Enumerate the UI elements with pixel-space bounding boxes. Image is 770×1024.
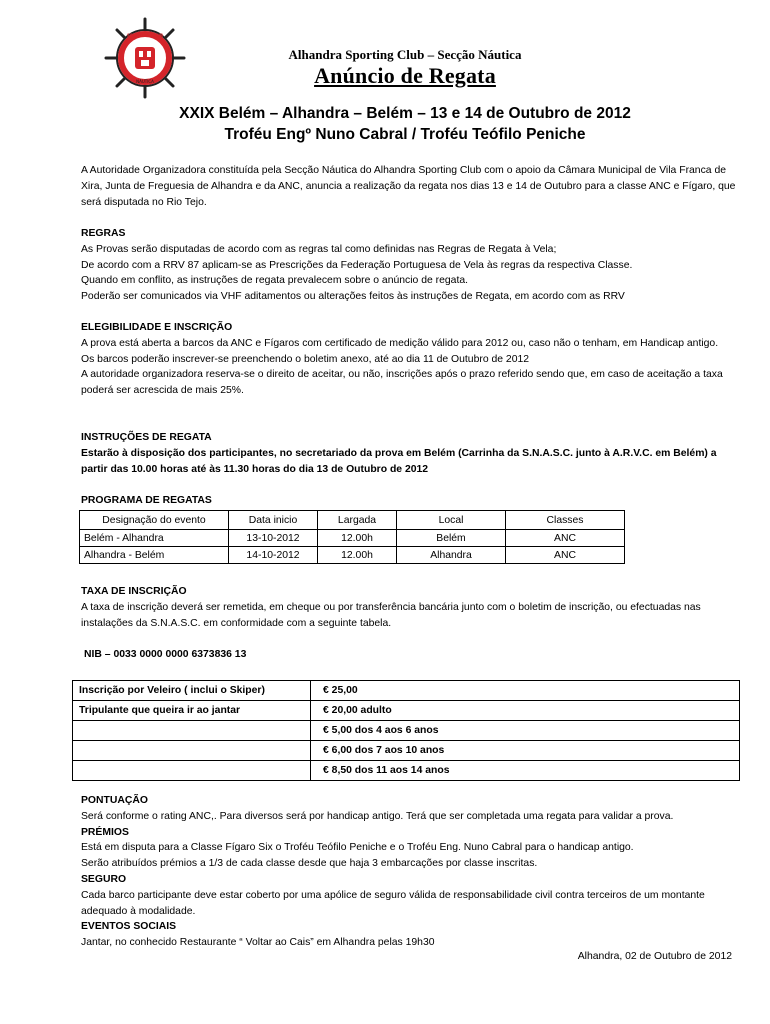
table-cell: 12.00h (318, 547, 397, 564)
table-row (73, 721, 740, 741)
fee-label (73, 741, 311, 761)
fee-label (73, 721, 311, 741)
regras-line: As Provas serão disputadas de acordo com as regras tal como definidas nas Regras de Regata à Vela; (81, 243, 557, 255)
eventos-heading: EVENTOS SOCIAIS (81, 921, 177, 933)
pontuacao-heading: PONTUAÇÃO (81, 795, 148, 806)
nib-number: NIB – 0033 0000 0000 6373836 13 (84, 649, 247, 660)
regras-line: Poderão ser comunicados via VHF aditamentos ou alterações feitos às instruções de Regata, em acordo com as RRV (81, 291, 625, 303)
table-cell: 12.00h (318, 530, 397, 547)
table-row (73, 761, 740, 781)
section-taxa (81, 584, 737, 631)
table-cell: Belém (397, 530, 506, 547)
intro-text: A Autoridade Organizadora constituída pela Secção Náutica do Alhandra Sporting Club com o apoio da Câmara Municipal de Vila Franca de Xira, Junta de Freguesia de Alhandra e da ANC, anuncia a realização da regata nos dias 13 e 14 de Outubro para a classe ANC e Fígaro, que será disputada no Rio Tejo. (81, 165, 736, 208)
fee-amount: € 20,00 adulto (311, 701, 740, 721)
fee-label (73, 761, 311, 781)
section-regras (81, 226, 737, 305)
logo-text-top: SPORTING CLUB (127, 33, 163, 38)
pontuacao-text: Será conforme o rating ANC,. Para diversos será por handicap antigo. Terá que ser completada uma regata para validar a prova. (81, 810, 674, 822)
fee-amount: € 6,00 dos 7 aos 10 anos (311, 741, 740, 761)
column-header: Data inicio (229, 511, 318, 530)
section-final (81, 793, 737, 951)
table-row (73, 681, 740, 701)
seguro-text: Cada barco participante deve estar coberto por uma apólice de seguro válida de responsabilidade civil contra terceiros de um montante adequado à modalidade. (81, 889, 705, 917)
fee-amount: € 5,00 dos 4 aos 6 anos (311, 721, 740, 741)
club-logo (104, 17, 186, 99)
fee-label: Inscrição por Veleiro ( inclui o Skiper) (73, 681, 311, 701)
table-cell: Alhandra - Belém (80, 547, 229, 564)
premios-heading: PRÉMIOS (81, 826, 129, 838)
taxa-text: A taxa de inscrição deverá ser remetida, em cheque ou por transferência bancária junto com o boletim de inscrição, ou efectuadas nas instalações da S.N.A.S.C. em conformidade com a seguinte tabela. (81, 601, 701, 629)
elegibilidade-heading: ELEGIBILIDADE E INSCRIÇÃO (81, 322, 233, 333)
column-header: Largada (318, 511, 397, 530)
instrucoes-heading: INSTRUÇÕES DE REGATA (81, 432, 212, 443)
elegibilidade-line: A prova está aberta a barcos da ANC e Fígaros com certificado de medição válido para 2012 ou, caso não o tenham, em Handicap antigo. (81, 337, 719, 349)
table-header-row (80, 511, 625, 530)
programa-table (79, 510, 625, 564)
column-header: Classes (506, 511, 625, 530)
signoff-date: Alhandra, 02 de Outubro de 2012 (577, 951, 732, 962)
table-row (80, 530, 625, 547)
elegibilidade-line: A autoridade organizadora reserva-se o direito de aceitar, ou não, inscrições após o prazo referido sendo que, em caso de aceitação a taxa poderá ser acrescida de mais 25%. (81, 369, 723, 397)
document-title: Anúncio de Regata (314, 63, 496, 88)
table-cell: ANC (506, 530, 625, 547)
regras-line: Quando em conflito, as instruções de regata prevalecem sobre o anúncio de regata. (81, 275, 468, 287)
fees-table (72, 680, 740, 781)
table-cell: Alhandra (397, 547, 506, 564)
section-programa (81, 493, 737, 509)
programa-heading: PROGRAMA DE REGATAS (81, 495, 212, 506)
regras-line: De acordo com a RRV 87 aplicam-se as Prescrições da Federação Portuguesa de Vela às regras da respectiva Classe. (81, 259, 633, 271)
eventos-text: Jantar, no conhecido Restaurante “ Voltar ao Cais” em Alhandra pelas 19h30 (81, 937, 435, 949)
table-cell: Belém - Alhandra (80, 530, 229, 547)
fee-amount: € 8,50 dos 11 aos 14 anos (311, 761, 740, 781)
taxa-heading: TAXA DE INSCRIÇÃO (81, 586, 187, 597)
premios-line: Está em disputa para a Classe Fígaro Six o Troféu Teófilo Peniche e o Troféu Eng. Nuno Cabral para o handicap antigo. (81, 842, 634, 854)
table-row (73, 701, 740, 721)
intro-paragraph (81, 163, 737, 210)
table-cell: ANC (506, 547, 625, 564)
table-row (80, 547, 625, 564)
section-instrucoes (81, 430, 737, 477)
table-cell: 14-10-2012 (229, 547, 318, 564)
section-elegibilidade (81, 320, 737, 399)
table-cell: 13-10-2012 (229, 530, 318, 547)
elegibilidade-line: Os barcos poderão inscrever-se preenchendo o boletim anexo, até ao dia 11 de Outubro de 2012 (81, 353, 530, 365)
logo-text-bottom: NÁUTICA (136, 79, 154, 84)
instrucoes-text: Estarão à disposição dos participantes, no secretariado da prova em Belém (Carrinha da S.N.A.S.C. junto à A.R.V.C. em Belém) a partir das 10.00 horas até às 11.30 horas do dia 13 de Outubro de 2012 (81, 447, 717, 475)
seguro-heading: SEGURO (81, 873, 127, 885)
column-header: Local (397, 511, 506, 530)
fee-label: Tripulante que queira ir ao jantar (73, 701, 311, 721)
club-name: Alhandra Sporting Club – Secção Náutica (288, 47, 522, 62)
event-trophies: Troféu Engº Nuno Cabral / Troféu Teófilo Peniche (224, 126, 586, 143)
premios-line: Serão atribuídos prémios a 1/3 de cada classe desde que haja 3 embarcações por classe inscritas. (81, 858, 538, 870)
column-header: Designação do evento (80, 511, 229, 530)
event-title: XXIX Belém – Alhandra – Belém – 13 e 14 de Outubro de 2012 (179, 105, 631, 122)
table-row (73, 741, 740, 761)
regras-heading: REGRAS (81, 228, 126, 239)
fee-amount: € 25,00 (311, 681, 740, 701)
